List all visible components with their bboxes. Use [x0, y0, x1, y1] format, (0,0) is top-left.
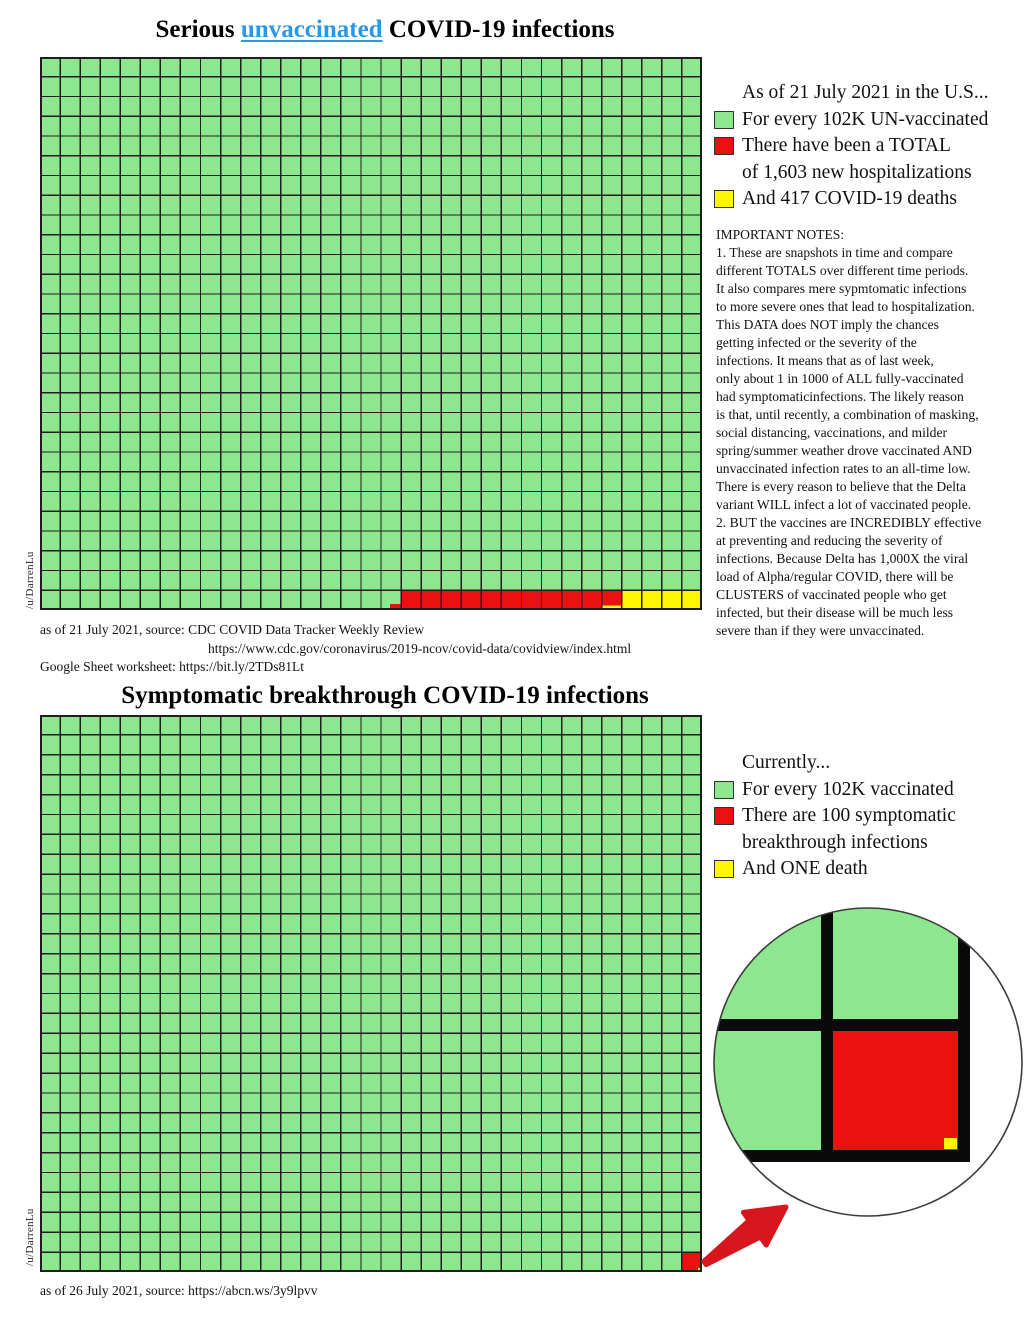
- legend-row: [714, 160, 988, 187]
- notes-line: IMPORTANT NOTES:: [716, 227, 845, 242]
- legend-text: And 417 COVID-19 deaths: [742, 188, 958, 210]
- outside-grid-right: [970, 902, 1024, 1222]
- notes-line: getting infected or the severity of the: [716, 335, 917, 350]
- legend-text: And ONE death: [742, 858, 868, 880]
- legend-text: For every 102K UN-vaccinated: [742, 108, 989, 130]
- swatch-spacer: [714, 834, 734, 852]
- zoom-arrow-icon: [690, 1185, 800, 1280]
- title1-prefix: Serious: [155, 16, 241, 43]
- legend-row: [714, 856, 956, 883]
- swatch-spacer: [714, 164, 734, 182]
- notes-line: It also compares mere sypmtomatic infections: [716, 281, 967, 296]
- legend-text: of 1,603 new hospitalizations: [742, 161, 972, 183]
- notes-line: This DATA does NOT imply the chances: [716, 317, 939, 332]
- notes-line: CLUSTERS of vaccinated people who get: [716, 587, 947, 602]
- legend-vaccinated: [714, 750, 956, 883]
- legend-row: [714, 133, 988, 160]
- watermark-credit: /u/DarrenLu: [24, 1208, 36, 1266]
- legend-row: [714, 750, 956, 777]
- legend-row: [714, 803, 956, 830]
- legend-text: There are 100 symptomatic: [742, 805, 956, 827]
- green-swatch-icon: [714, 781, 734, 799]
- important-notes: [716, 226, 1022, 640]
- legend-row: [714, 186, 988, 213]
- source-line: as of 21 July 2021, source: CDC COVID Data Tracker Weekly Review: [40, 622, 425, 637]
- legend-row: [714, 830, 956, 857]
- legend-unvaccinated: [714, 80, 988, 213]
- chart2-title: Symptomatic breakthrough COVID-19 infections: [121, 682, 649, 709]
- green-swatch-icon: [714, 111, 734, 129]
- swatch-spacer: [714, 84, 734, 102]
- yellow-swatch-icon: [714, 860, 734, 878]
- notes-line: social distancing, vaccinations, and milder: [716, 425, 948, 440]
- red-swatch-icon: [714, 807, 734, 825]
- notes-line: variant WILL infect a lot of vaccinated people.: [716, 497, 972, 512]
- notes-line: infections. It means that as of last week,: [716, 353, 934, 368]
- waffle-grid-vaccinated: [40, 715, 702, 1272]
- legend-text: For every 102K vaccinated: [742, 778, 954, 800]
- red-swatch-icon: [714, 137, 734, 155]
- magnified-gridline-vertical: [821, 902, 833, 1162]
- notes-line: unvaccinated infection rates to an all-time low.: [716, 461, 971, 476]
- magnified-red-cell: [833, 1031, 958, 1150]
- notes-line: 1. These are snapshots in time and compare: [716, 245, 953, 260]
- unvaccinated-link[interactable]: unvaccinated: [240, 16, 383, 43]
- notes-line: only about 1 in 1000 of ALL fully-vaccinated: [716, 371, 964, 386]
- red-cells: [401, 590, 622, 610]
- legend-text: Currently...: [742, 752, 831, 774]
- chart1-title: [0, 16, 770, 44]
- notes-line: infected, but their disease will be much less: [716, 605, 954, 620]
- swatch-spacer: [714, 754, 734, 772]
- zoom-arrow-shape: [704, 1207, 786, 1265]
- legend-text: breakthrough infections: [742, 831, 928, 853]
- legend-text: As of 21 July 2021 in the U.S...: [742, 82, 989, 104]
- notes-line: There is every reason to believe that the Delta: [716, 479, 966, 494]
- notes-line: infections. Because Delta has 1,000X the viral: [716, 551, 969, 566]
- notes-line: at preventing and reducing the severity of: [716, 533, 943, 548]
- magnifier-circle: [708, 902, 1024, 1222]
- magnified-yellow-death-square: [944, 1138, 957, 1149]
- source-line: as of 26 July 2021, source: https://abcn.ws/3y9lpvv: [40, 1283, 318, 1298]
- title1-suffix: COVID-19 infections: [382, 16, 615, 43]
- notes-line: different TOTALS over different time periods.: [716, 263, 969, 278]
- legend-row: [714, 107, 988, 134]
- watermark-credit: /u/DarrenLu: [24, 551, 36, 609]
- notes-line: 2. BUT the vaccines are INCREDIBLY effective: [716, 515, 982, 530]
- source-text-unvaccinated: [40, 621, 631, 677]
- waffle-grid-unvaccinated: [40, 57, 702, 610]
- legend-row: [714, 80, 988, 107]
- notes-line: to more severe ones that lead to hospitalization.: [716, 299, 975, 314]
- notes-line: spring/summer weather drove vaccinated AND: [716, 443, 972, 458]
- notes-line: severe than if they were unvaccinated.: [716, 623, 925, 638]
- magnified-grid-bottom-border: [708, 1150, 970, 1162]
- source-line: Google Sheet worksheet: https://bit.ly/2TDs81Lt: [40, 659, 304, 674]
- notes-line: had symptomaticinfections. The likely reason: [716, 389, 964, 404]
- source-text-vaccinated: [40, 1283, 317, 1299]
- notes-line: is that, until recently, a combination of masking,: [716, 407, 979, 422]
- legend-row: [714, 777, 956, 804]
- yellow-swatch-icon: [714, 190, 734, 208]
- legend-text: There have been a TOTAL: [742, 135, 951, 157]
- source-line: https://www.cdc.gov/coronavirus/2019-ncov/covid-data/covidview/index.html: [208, 640, 632, 656]
- magnified-gridline-horizontal: [708, 1019, 970, 1031]
- notes-line: load of Alpha/regular COVID, there will be: [716, 569, 954, 584]
